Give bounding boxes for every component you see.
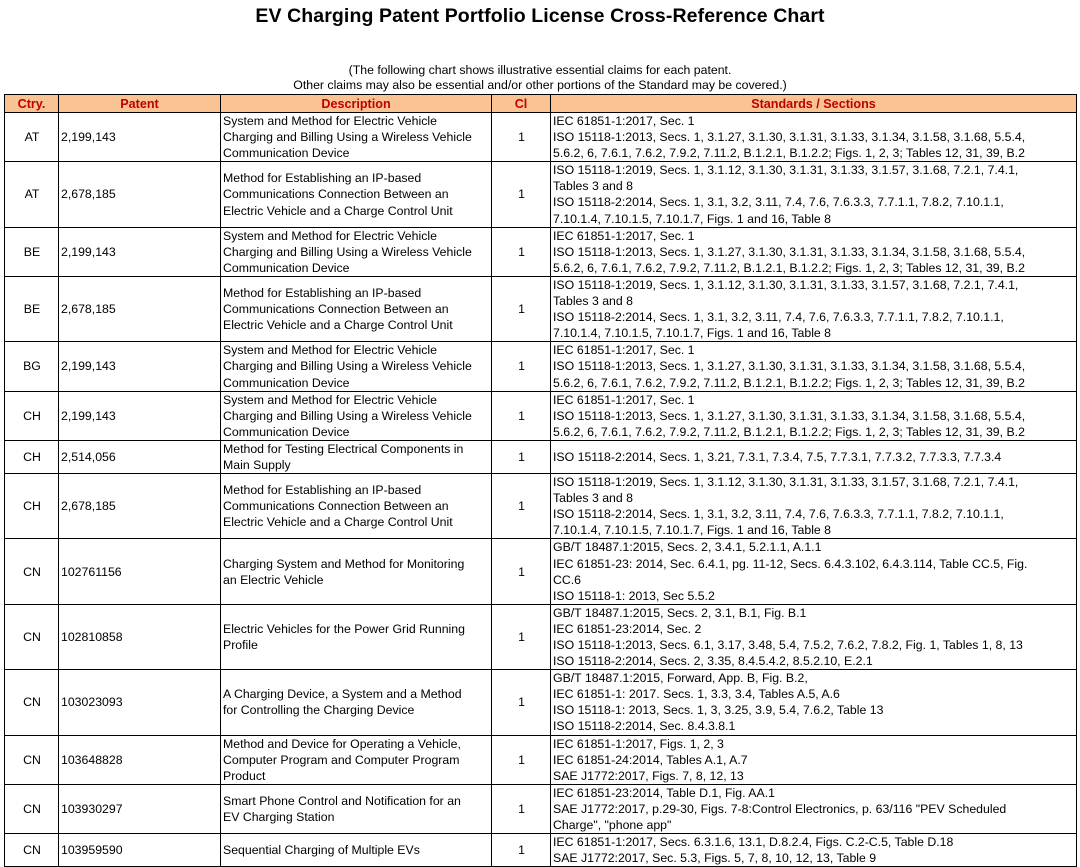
standards-line: SAE J1772:2017, Sec. 5.3, Figs. 5, 7, 8, 10, 12, 13, Table 9 (553, 851, 877, 866)
claim-cell: 1 (492, 834, 551, 867)
standards-cell (551, 162, 1077, 227)
standards-line: 7.10.1.4, 7.10.1.5, 7.10.1.7, Figs. 1 and 16, Table 8 (553, 211, 832, 226)
standards-line: IEC 61851-1:2017, Sec. 1 (553, 114, 695, 128)
description-line: Sequential Charging of Multiple EVs (223, 843, 420, 858)
description-line: System and Method for Electric Vehicle (223, 343, 437, 358)
description-cell (221, 735, 492, 784)
description-line: Product (223, 768, 266, 783)
country-cell: CH (5, 474, 59, 539)
claim-cell: 1 (492, 735, 551, 784)
description-cell (221, 539, 492, 604)
standards-line: ISO 15118-1:2019, Secs. 1, 3.1.12, 3.1.30, 3.1.31, 3.1.33, 3.1.57, 3.1.68, 7.2.1, 7.4.1, (553, 475, 1019, 490)
standards-line: ISO 15118-1: 2013, Secs. 1, 3, 3.25, 3.9, 5.4, 7.6.2, Table 13 (553, 703, 884, 718)
patent-cell: 103959590 (59, 834, 221, 867)
description-cell (221, 342, 492, 391)
standards-cell (551, 342, 1077, 391)
standards-cell (551, 604, 1077, 669)
description-cell (221, 440, 492, 473)
standards-line: Tables 3 and 8 (553, 179, 633, 194)
standards-line: ISO 15118-1:2013, Secs. 1, 3.1.27, 3.1.30, 3.1.31, 3.1.33, 3.1.34, 3.1.58, 3.1.68, 5.5.4, (553, 244, 1026, 259)
description-line: Smart Phone Control and Notification for an (223, 793, 461, 808)
standards-cell (551, 670, 1077, 735)
description-line: Main Supply (223, 457, 291, 472)
standards-line: GB/T 18487.1:2015, Secs. 2, 3.4.1, 5.2.1.1, A.1.1 (553, 540, 822, 555)
description-line: System and Method for Electric Vehicle (223, 392, 437, 407)
patent-cell: 102761156 (59, 539, 221, 604)
header-patent: Patent (59, 95, 221, 113)
standards-line: IEC 61851-24:2014, Tables A.1, A.7 (553, 752, 748, 767)
claim-cell: 1 (492, 113, 551, 162)
standards-line: ISO 15118-1:2019, Secs. 1, 3.1.12, 3.1.30, 3.1.31, 3.1.33, 3.1.57, 3.1.68, 7.2.1, 7.4.1, (553, 163, 1019, 178)
description-line: Method and Device for Operating a Vehicle, (223, 736, 461, 751)
patent-cell: 103023093 (59, 670, 221, 735)
claim-cell: 1 (492, 276, 551, 341)
table-row (5, 440, 1077, 473)
standards-line: IEC 61851-23: 2014, Sec. 6.4.1, pg. 11-12, Secs. 6.4.3.102, 6.4.3.114, Table CC.5, Fig. (553, 556, 1028, 571)
table-row (5, 834, 1077, 867)
description-line: Method for Establishing an IP-based (223, 285, 422, 300)
standards-line: SAE J1772:2017, p.29-30, Figs. 7-8:Control Electronics, p. 63/116 "PEV Scheduled (553, 801, 1007, 816)
description-cell (221, 474, 492, 539)
description-line: Communication Device (223, 146, 350, 161)
table-row (5, 474, 1077, 539)
table-body (5, 113, 1077, 867)
description-line: Charging System and Method for Monitoring (223, 556, 465, 571)
description-line: Method for Establishing an IP-based (223, 483, 422, 498)
table-row (5, 391, 1077, 440)
header-standards: Standards / Sections (551, 95, 1077, 113)
description-line: Charging and Billing Using a Wireless Vehicle (223, 130, 472, 145)
standards-cell (551, 276, 1077, 341)
header-row (5, 95, 1077, 113)
patent-cell: 2,199,143 (59, 342, 221, 391)
description-line: System and Method for Electric Vehicle (223, 228, 437, 243)
country-cell: BE (5, 227, 59, 276)
description-line: Method for Testing Electrical Components in (223, 441, 464, 456)
standards-cell (551, 391, 1077, 440)
standards-line: ISO 15118-1: 2013, Sec 5.5.2 (553, 588, 715, 603)
description-line: System and Method for Electric Vehicle (223, 114, 437, 128)
standards-line: ISO 15118-2:2014, Secs. 1, 3.21, 7.3.1, 7.3.4, 7.5, 7.7.3.1, 7.7.3.2, 7.7.3.3, 7.7.3.4 (553, 449, 1002, 464)
claim-cell: 1 (492, 391, 551, 440)
header-claim: Cl (492, 95, 551, 113)
standards-line: IEC 61851-1:2017, Figs. 1, 2, 3 (553, 736, 724, 751)
claim-cell: 1 (492, 227, 551, 276)
table-row (5, 113, 1077, 162)
country-cell: CN (5, 539, 59, 604)
standards-line: Tables 3 and 8 (553, 491, 633, 506)
standards-line: GB/T 18487.1:2015, Forward, App. B, Fig. B.2, (553, 671, 808, 686)
standards-line: ISO 15118-1:2013, Secs. 6.1, 3.17, 3.48, 5.4, 7.5.2, 7.6.2, 7.8.2, Fig. 1, Tables 1, 8, 13 (553, 638, 1023, 652)
note-line: Other claims may also be essential and/or other portions of the Standard may be covered.) (293, 78, 787, 92)
description-cell (221, 391, 492, 440)
standards-line: ISO 15118-2:2014, Sec. 8.4.3.8.1 (553, 719, 736, 734)
patent-cell: 2,678,185 (59, 276, 221, 341)
description-cell (221, 784, 492, 833)
standards-cell (551, 784, 1077, 833)
standards-line: IEC 61851-23:2014, Table D.1, Fig. AA.1 (553, 785, 775, 800)
description-line: Charging and Billing Using a Wireless Vehicle (223, 408, 472, 423)
standards-line: ISO 15118-1:2013, Secs. 1, 3.1.27, 3.1.30, 3.1.31, 3.1.33, 3.1.34, 3.1.58, 3.1.68, 5.5.4, (553, 408, 1026, 423)
description-line: Communication Device (223, 260, 350, 275)
table-row (5, 342, 1077, 391)
standards-cell (551, 113, 1077, 162)
description-cell (221, 834, 492, 867)
standards-line: 7.10.1.4, 7.10.1.5, 7.10.1.7, Figs. 1 and 16, Table 8 (553, 523, 832, 538)
description-line: Profile (223, 638, 258, 652)
description-line: Communication Device (223, 424, 350, 439)
standards-line: ISO 15118-2:2014, Secs. 1, 3.1, 3.2, 3.11, 7.4, 7.6, 7.6.3.3, 7.7.1.1, 7.8.2, 7.10.1.1, (553, 195, 1004, 210)
standards-line: IEC 61851-1:2017, Sec. 1 (553, 228, 695, 243)
standards-line: 5.6.2, 6, 7.6.1, 7.6.2, 7.9.2, 7.11.2, B.1.2.1, B.1.2.2; Figs. 1, 2, 3; Tables 12, 31, 39, B.2 (553, 260, 1025, 275)
country-cell: CN (5, 670, 59, 735)
description-line: Communications Connection Between an (223, 187, 449, 202)
table-row (5, 227, 1077, 276)
description-line: Charging and Billing Using a Wireless Vehicle (223, 244, 472, 259)
description-line: Communications Connection Between an (223, 302, 449, 317)
description-line: for Controlling the Charging Device (223, 703, 415, 718)
standards-line: ISO 15118-2:2014, Secs. 1, 3.1, 3.2, 3.11, 7.4, 7.6, 7.6.3.3, 7.7.1.1, 7.8.2, 7.10.1.1, (553, 310, 1004, 325)
description-line: Communication Device (223, 375, 350, 390)
claim-cell: 1 (492, 342, 551, 391)
standards-cell (551, 474, 1077, 539)
patent-cell: 102810858 (59, 604, 221, 669)
claim-cell: 1 (492, 162, 551, 227)
table-row (5, 276, 1077, 341)
standards-line: 5.6.2, 6, 7.6.1, 7.6.2, 7.9.2, 7.11.2, B.1.2.1, B.1.2.2; Figs. 1, 2, 3; Tables 12, 31, 39, B.2 (553, 375, 1025, 390)
standards-line: IEC 61851-1:2017, Secs. 6.3.1.6, 13.1, D.8.2.4, Figs. C.2-C.5, Table D.18 (553, 835, 954, 850)
claim-cell: 1 (492, 604, 551, 669)
standards-line: GB/T 18487.1:2015, Secs. 2, 3.1, B.1, Fig. B.1 (553, 605, 807, 620)
header-country: Ctry. (5, 95, 59, 113)
description-line: Electric Vehicles for the Power Grid Running (223, 621, 465, 636)
standards-line: CC.6 (553, 572, 582, 587)
description-line: Electric Vehicle and a Charge Control Unit (223, 203, 453, 218)
page-title: EV Charging Patent Portfolio License Cross-Reference Chart (255, 5, 825, 27)
patent-cell: 2,199,143 (59, 391, 221, 440)
description-line: Communications Connection Between an (223, 499, 449, 514)
table-row (5, 784, 1077, 833)
description-line: Electric Vehicle and a Charge Control Unit (223, 318, 453, 333)
description-line: Computer Program and Computer Program (223, 752, 460, 767)
country-cell: AT (5, 162, 59, 227)
claim-cell: 1 (492, 539, 551, 604)
claim-cell: 1 (492, 440, 551, 473)
standards-line: IEC 61851-1:2017, Sec. 1 (553, 392, 695, 407)
standards-line: SAE J1772:2017, Figs. 7, 8, 12, 13 (553, 768, 744, 783)
header-description: Description (221, 95, 492, 113)
country-cell: CH (5, 391, 59, 440)
standards-line: Charge", "phone app" (553, 818, 672, 833)
standards-cell (551, 440, 1077, 473)
patent-cell: 2,199,143 (59, 227, 221, 276)
standards-line: ISO 15118-1:2013, Secs. 1, 3.1.27, 3.1.30, 3.1.31, 3.1.33, 3.1.34, 3.1.58, 3.1.68, 5.5.4, (553, 130, 1026, 145)
patent-cell: 2,678,185 (59, 474, 221, 539)
claim-cell: 1 (492, 670, 551, 735)
standards-line: Tables 3 and 8 (553, 294, 633, 309)
standards-line: IEC 61851-1: 2017. Secs. 1, 3.3, 3.4, Tables A.5, A.6 (553, 687, 840, 702)
country-cell: CN (5, 604, 59, 669)
table-row (5, 162, 1077, 227)
country-cell: CN (5, 784, 59, 833)
standards-line: ISO 15118-1:2019, Secs. 1, 3.1.12, 3.1.30, 3.1.31, 3.1.33, 3.1.57, 3.1.68, 7.2.1, 7.4.1, (553, 277, 1019, 292)
patent-table (4, 94, 1077, 867)
standards-cell (551, 735, 1077, 784)
standards-line: ISO 15118-2:2014, Secs. 1, 3.1, 3.2, 3.11, 7.4, 7.6, 7.6.3.3, 7.7.1.1, 7.8.2, 7.10.1.1, (553, 507, 1004, 522)
description-cell (221, 227, 492, 276)
patent-cell: 2,199,143 (59, 113, 221, 162)
table-row (5, 539, 1077, 604)
table-row (5, 604, 1077, 669)
description-cell (221, 670, 492, 735)
standards-line: IEC 61851-23:2014, Sec. 2 (553, 621, 702, 636)
claim-cell: 1 (492, 784, 551, 833)
country-cell: CN (5, 834, 59, 867)
country-cell: CN (5, 735, 59, 784)
standards-line: IEC 61851-1:2017, Sec. 1 (553, 343, 695, 358)
patent-cell: 103930297 (59, 784, 221, 833)
description-line: A Charging Device, a System and a Method (223, 687, 462, 702)
country-cell: AT (5, 113, 59, 162)
standards-line: 7.10.1.4, 7.10.1.5, 7.10.1.7, Figs. 1 and 16, Table 8 (553, 326, 832, 341)
claim-cell: 1 (492, 474, 551, 539)
description-cell (221, 604, 492, 669)
patent-cell: 2,678,185 (59, 162, 221, 227)
description-line: Method for Establishing an IP-based (223, 171, 422, 186)
standards-line: ISO 15118-1:2013, Secs. 1, 3.1.27, 3.1.30, 3.1.31, 3.1.33, 3.1.34, 3.1.58, 3.1.68, 5.5.4, (553, 359, 1026, 374)
standards-cell (551, 834, 1077, 867)
country-cell: BG (5, 342, 59, 391)
standards-line: ISO 15118-2:2014, Secs. 2, 3.35, 8.4.5.4.2, 8.5.2.10, E.2.1 (553, 654, 873, 669)
description-line: Electric Vehicle and a Charge Control Unit (223, 515, 453, 530)
note-line: (The following chart shows illustrative essential claims for each patent. (348, 63, 732, 77)
standards-line: 5.6.2, 6, 7.6.1, 7.6.2, 7.9.2, 7.11.2, B.1.2.1, B.1.2.2; Figs. 1, 2, 3; Tables 12, 31, 39, B.2 (553, 146, 1025, 161)
country-cell: CH (5, 440, 59, 473)
table-row (5, 670, 1077, 735)
patent-cell: 2,514,056 (59, 440, 221, 473)
chart-note (0, 63, 1080, 93)
description-line: EV Charging Station (223, 809, 335, 824)
patent-cell: 103648828 (59, 735, 221, 784)
description-line: an Electric Vehicle (223, 572, 324, 587)
country-cell: BE (5, 276, 59, 341)
standards-cell (551, 539, 1077, 604)
description-cell (221, 113, 492, 162)
standards-cell (551, 227, 1077, 276)
description-cell (221, 162, 492, 227)
table-row (5, 735, 1077, 784)
description-cell (221, 276, 492, 341)
standards-line: 5.6.2, 6, 7.6.1, 7.6.2, 7.9.2, 7.11.2, B.1.2.1, B.1.2.2; Figs. 1, 2, 3; Tables 12, 31, 39, B.2 (553, 424, 1025, 439)
description-line: Charging and Billing Using a Wireless Vehicle (223, 359, 472, 374)
